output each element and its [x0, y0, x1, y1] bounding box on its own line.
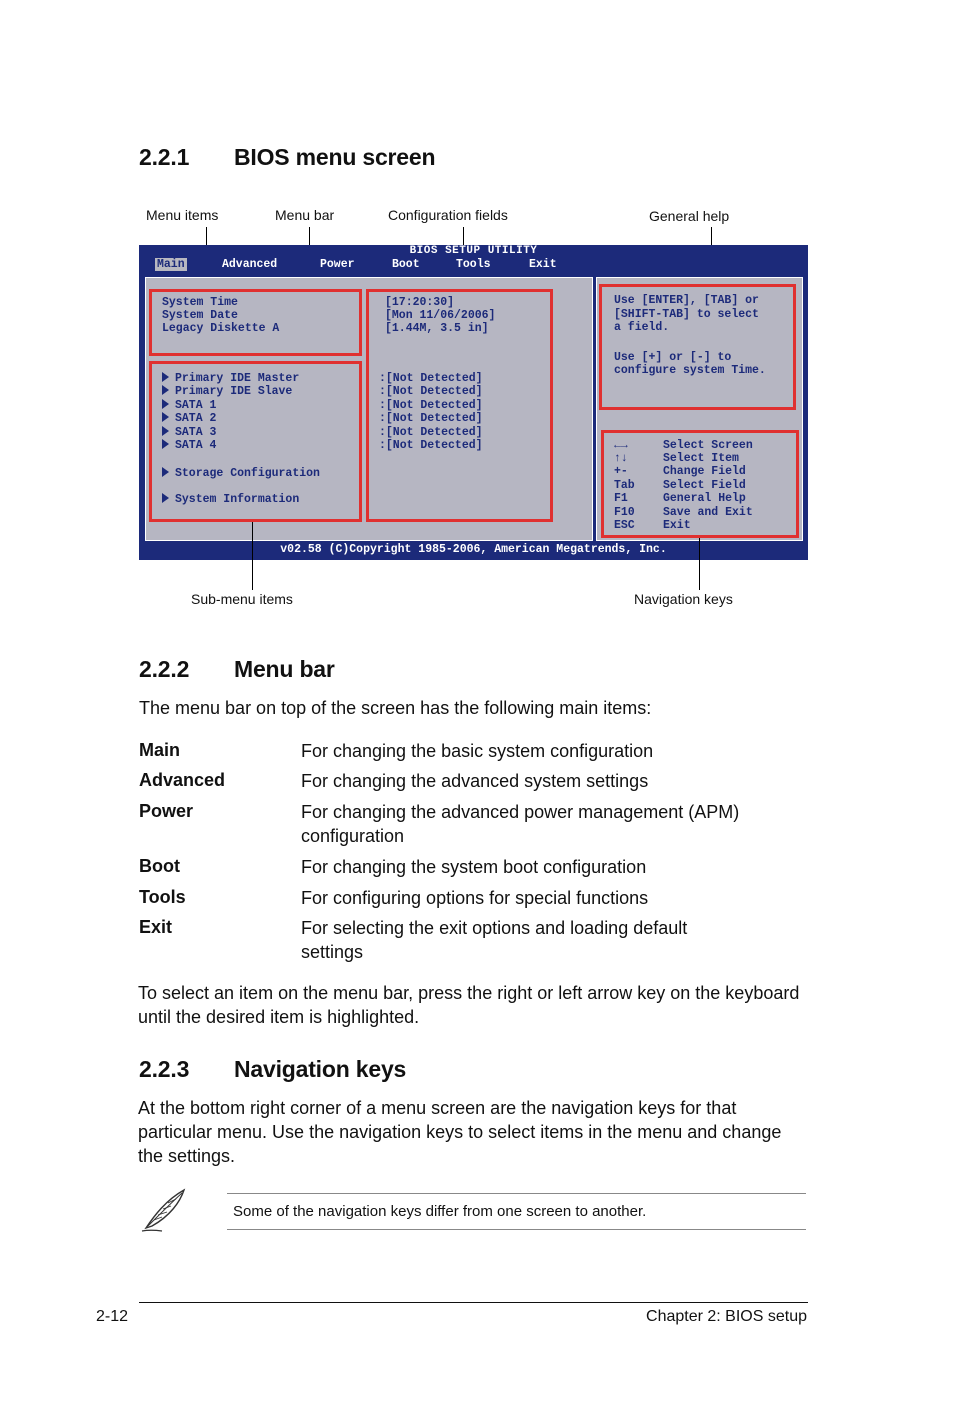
bios-value-date[interactable]: [Mon 11/06/2006] [385, 309, 496, 322]
menubar-outro: To select an item on the menu bar, press the right or left arrow key on the keyboard until the desired item is highlighted. [138, 983, 800, 1027]
submenu-label: SATA 1 [175, 399, 217, 412]
term-advanced: Advanced [139, 770, 226, 790]
highlight-configuration-fields [366, 289, 553, 522]
bios-menu-advanced[interactable]: Advanced [222, 258, 278, 271]
highlight-menu-items [149, 289, 362, 356]
callout-configuration-fields: Configuration fields [388, 207, 508, 223]
nav-action: Select Field [663, 479, 746, 492]
submenu-label: System Information [175, 493, 300, 506]
callout-menu-items: Menu items [146, 207, 219, 223]
bios-menu-exit[interactable]: Exit [529, 258, 557, 271]
bios-subvalue: :[Not Detected] [379, 385, 483, 398]
bios-help-line: Use [ENTER], [TAB] or [614, 294, 759, 307]
leader-line-sub-menu-items [252, 522, 253, 590]
nav-key-f1: F1 [614, 492, 628, 505]
bios-item-system-time[interactable]: System Time [162, 296, 238, 309]
def-power: For changing the advanced power management (APM) configuration [301, 802, 740, 846]
def-advanced: For changing the advanced system settings [301, 771, 649, 791]
submenu-label: Storage Configuration [175, 467, 320, 480]
section-title: Menu bar [234, 656, 335, 682]
callout-navigation-keys: Navigation keys [634, 591, 733, 607]
bios-value-time[interactable]: [17:20:30] [385, 296, 455, 309]
bios-subvalue: :[Not Detected] [379, 399, 483, 412]
bios-screenshot [139, 245, 808, 560]
bios-help-line: Use [+] or [-] to [614, 351, 732, 364]
section-heading-menu-bar [139, 656, 335, 683]
page-number: 2-12 [96, 1308, 129, 1325]
bios-menu-power[interactable]: Power [320, 258, 355, 271]
bios-copyright-footer: v02.58 (C)Copyright 1985-2006, American Megatrends, Inc. [280, 543, 667, 556]
highlight-navigation-keys [601, 430, 799, 538]
nav-action: Select Item [663, 452, 739, 465]
nav-key-tab: Tab [614, 479, 635, 492]
bios-value-diskette[interactable]: [1.44M, 3.5 in] [385, 322, 489, 335]
term-main: Main [139, 740, 181, 760]
note-text: Some of the navigation keys differ from one screen to another. [233, 1203, 647, 1220]
term-exit: Exit [139, 917, 173, 937]
highlight-sub-menu-items [149, 361, 362, 522]
bios-menu-boot[interactable]: Boot [392, 258, 420, 271]
bios-subvalue: :[Not Detected] [379, 412, 483, 425]
bios-item-system-date[interactable]: System Date [162, 309, 238, 322]
chapter-label: Chapter 2: BIOS setup [646, 1308, 807, 1325]
callout-menu-bar: Menu bar [275, 207, 335, 223]
bios-subvalue: :[Not Detected] [379, 439, 483, 452]
nav-action: Select Screen [663, 439, 753, 452]
def-tools: For configuring options for special functions [301, 888, 649, 908]
nav-action: General Help [663, 492, 746, 505]
highlight-general-help [599, 284, 796, 410]
submenu-label: SATA 4 [175, 439, 217, 452]
bios-menu-bar [139, 258, 808, 272]
section-number: 2.2.3 [139, 1056, 190, 1082]
nav-key-esc: ESC [614, 519, 635, 532]
term-boot: Boot [139, 856, 180, 876]
bios-help-line: [SHIFT-TAB] to select [614, 308, 759, 321]
callout-sub-menu-items: Sub-menu items [191, 591, 293, 607]
leader-line-navigation-keys [699, 538, 700, 590]
term-tools: Tools [139, 887, 186, 907]
section-number: 2.2.2 [139, 656, 190, 682]
submenu-label: SATA 2 [175, 412, 217, 425]
bios-subvalue: :[Not Detected] [379, 372, 483, 385]
nav-key-up-down: ↑↓ [614, 452, 628, 465]
menubar-intro: The menu bar on top of the screen has the following main items: [139, 698, 652, 718]
note-bottom-rule [227, 1229, 806, 1230]
section-title: Navigation keys [234, 1056, 407, 1082]
navigation-paragraph: At the bottom right corner of a menu screen are the navigation keys for that particular menu. Use the navigation keys to select items in the menu and change the settings. [138, 1098, 782, 1166]
bios-title: BIOS SETUP UTILITY [409, 245, 538, 257]
bios-help-line: configure system Time. [614, 364, 766, 377]
section-title: BIOS menu screen [234, 144, 436, 170]
nav-action: Save and Exit [663, 506, 753, 519]
callout-general-help: General help [649, 208, 730, 224]
bios-menu-main[interactable]: Main [157, 258, 185, 271]
section-heading-navigation-keys [139, 1056, 406, 1083]
bios-help-line: a field. [614, 321, 670, 334]
def-boot: For changing the system boot configuration [301, 857, 647, 877]
nav-action: Change Field [663, 465, 746, 478]
bios-item-legacy-diskette[interactable]: Legacy Diskette A [162, 322, 280, 335]
submenu-label: Primary IDE Master [175, 372, 300, 385]
page-footer-rule [139, 1302, 808, 1303]
bios-subvalue: :[Not Detected] [379, 426, 483, 439]
nav-key-plus-minus: +- [614, 465, 628, 478]
term-power: Power [139, 801, 194, 821]
submenu-label: Primary IDE Slave [175, 385, 293, 398]
nav-action: Exit [663, 519, 691, 532]
note-quill-icon [138, 1186, 190, 1234]
def-exit: For selecting the exit options and loading default settings [301, 918, 688, 962]
section-heading-bios-menu-screen [139, 144, 435, 171]
section-number: 2.2.1 [139, 144, 190, 170]
nav-key-f10: F10 [614, 506, 635, 519]
nav-key-left-right: ←→ [614, 439, 628, 452]
def-main: For changing the basic system configuration [301, 741, 654, 761]
note-top-rule [227, 1193, 806, 1194]
submenu-label: SATA 3 [175, 426, 217, 439]
bios-menu-tools[interactable]: Tools [456, 258, 491, 271]
